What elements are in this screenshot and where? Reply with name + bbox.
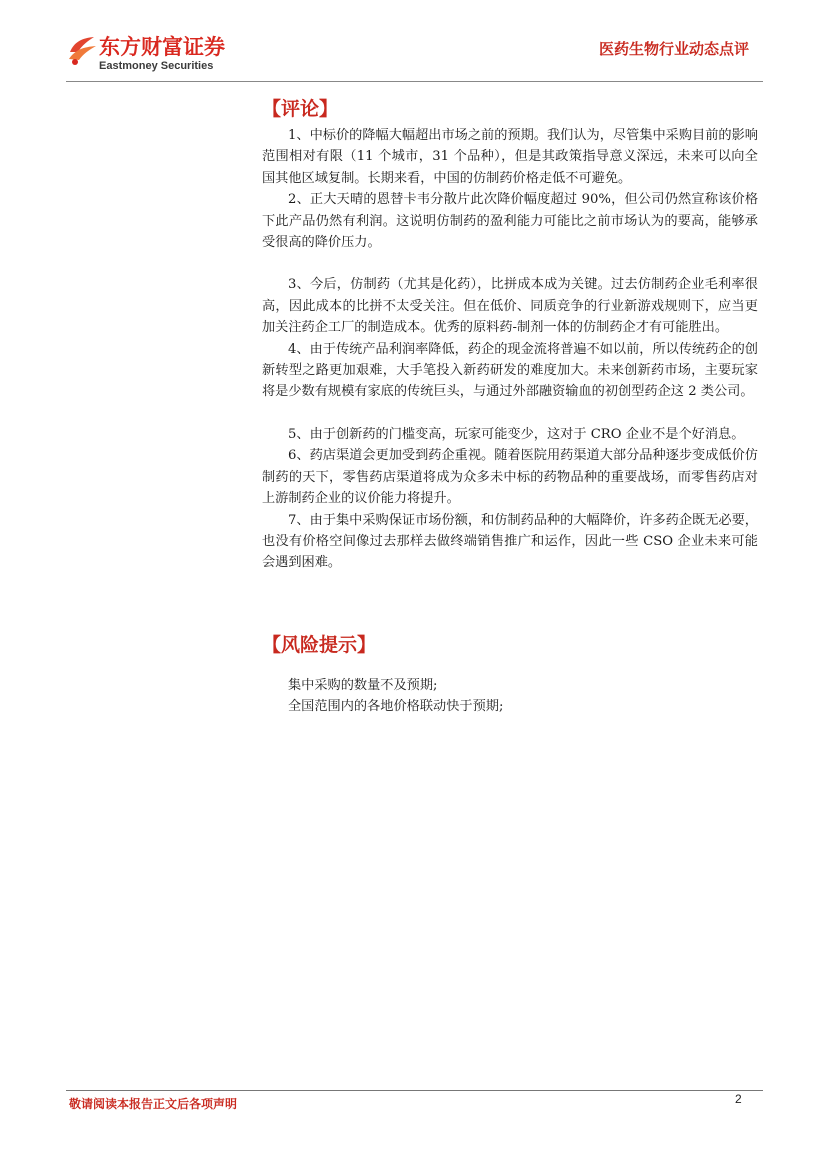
comment-paragraph-1: 1、中标价的降幅大幅超出市场之前的预期。我们认为，尽管集中采购目前的影响范围相对有限（11 个城市，31 个品种），但是其政策指导意义深远，未来可以向全国其他区域复制。长期来看，中国的仿制药价格走低不可避免。 [262, 128, 758, 186]
eastmoney-logo-icon [66, 32, 100, 66]
page-header [0, 0, 827, 90]
risk-item: 全国范围内的各地价格联动快于预期; [288, 699, 504, 715]
header-divider [66, 81, 763, 82]
comment-paragraph-5: 5、由于创新药的门槛变高，玩家可能变少，这对于 CRO 企业不是个好消息。 [288, 426, 745, 442]
comment-paragraph-6: 6、药店渠道会更加受到药企重视。随着医院用药渠道大部分品种逐步变成低价仿制药的天下，零售药店渠道将成为众多未中标的药物品种的重要战场，而零售药店对上游制药企业的议价能力将提升。 [262, 448, 758, 507]
risk-item: 集中采购的数量不及预期; [288, 678, 438, 693]
comment-paragraph-7: 7、由于集中采购保证市场份额，和仿制药品种的大幅降价，许多药企既无必要，也没有价格空间像过去那样去做终端销售推广和运作，因此一些 CSO 企业未来可能会遇到困难。 [262, 512, 758, 571]
comment-paragraph-4: 4、由于传统产品利润率降低，药企的现金流将普遍不如以前，所以传统药企的创新转型之路更加艰难，大手笔投入新药研发的难度加大。未来创新药市场，主要玩家将是少数有规模有家底的传统巨头，与通过外部融资输血的初创型药企这 2 类公司。 [262, 341, 758, 400]
footer-divider [66, 1090, 763, 1091]
risk-section-title: 【风险提示】 [262, 634, 377, 656]
disclaimer-note: 敬请阅读本报告正文后各项声明 [69, 1097, 238, 1111]
report-type-label: 医药生物行业动态点评 [598, 40, 749, 58]
company-logo [66, 30, 246, 80]
page-number: 2 [735, 1092, 742, 1106]
comment-body [262, 125, 758, 574]
logo-chinese-name: 东方财富证券 [99, 35, 225, 59]
logo-english-name: Eastmoney Securities [99, 60, 214, 72]
comment-paragraph-2: 2、正大天晴的恩替卡韦分散片此次降价幅度超过 90%，但公司仍然宣称该价格下此产品仍然有利润。这说明仿制药的盈利能力可能比之前市场认为的要高，能够承受很高的降价压力。 [262, 192, 758, 251]
comment-paragraph-3: 3、今后，仿制药（尤其是化药），比拼成本成为关键。过去仿制药企业毛利率很高，因此成本的比拼不太受关注。但在低价、同质竞争的行业新游戏规则下，应当更加关注药企工厂的制造成本。优秀的原料药-制剂一体的仿制药企才有可能胜出。 [262, 277, 758, 336]
comment-section-title: 【评论】 [262, 98, 339, 120]
risk-list [288, 675, 758, 718]
